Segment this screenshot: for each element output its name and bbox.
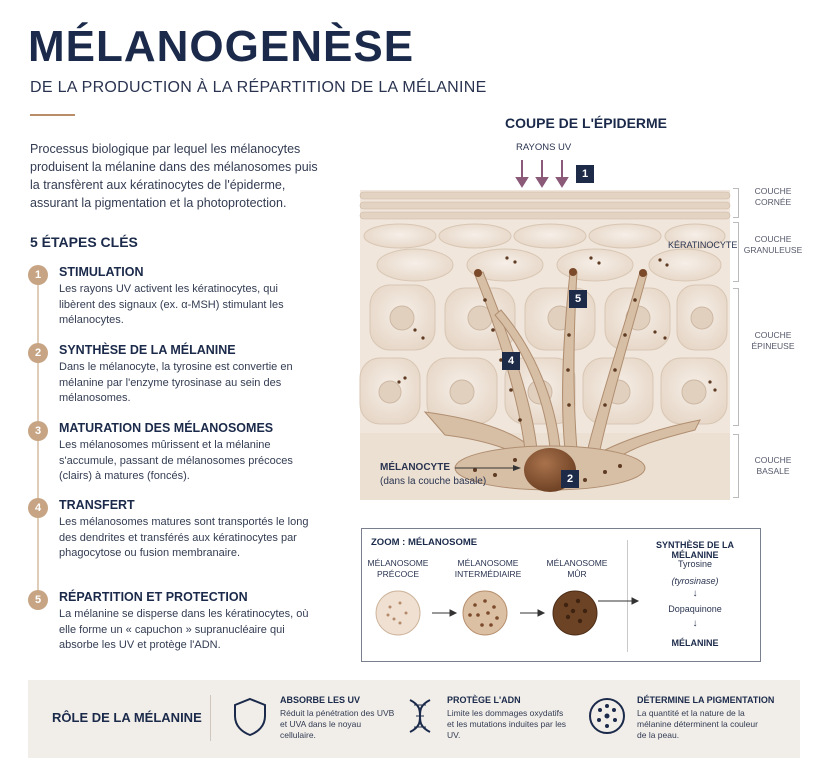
role-title: RÔLE DE LA MÉLANINE — [52, 710, 202, 725]
melanosome-early — [376, 591, 420, 635]
diagram-title: COUPE DE L'ÉPIDERME — [505, 115, 668, 131]
step-4 — [28, 498, 328, 578]
role-item-description: Limite les dommages oxydatifs et les mutations induites par les UV. — [447, 708, 567, 740]
synthesis-arrow-1: ↓ — [692, 588, 698, 599]
step-number: 4 — [28, 498, 48, 518]
shield-icon — [232, 696, 268, 736]
step-2 — [28, 343, 328, 413]
step-title: MATURATION DES MÉLANOSOMES — [59, 421, 274, 435]
melanocyte-label: MÉLANOCYTE — [380, 462, 450, 473]
melanosome-stages-illustration — [370, 585, 640, 645]
stage-label-mature: MÉLANOSOME MÛR — [546, 558, 608, 579]
uv-arrows — [517, 160, 567, 186]
step-5 — [28, 590, 328, 660]
stage-label-intermediate: MÉLANOSOME INTERMÉDIAIRE — [454, 558, 522, 579]
step-description: Dans le mélanocyte, la tyrosine est convertie en mélanine par l'enzyme tyrosinase au sein des mélanosomes. — [59, 361, 293, 404]
dna-icon — [404, 696, 436, 736]
title-divider — [30, 114, 75, 116]
keratinocyte-label: KÉRATINOCYTE — [668, 240, 738, 250]
step-number: 3 — [28, 421, 48, 441]
uv-label: RAYONS UV — [516, 142, 572, 153]
step-badge-5: 5 — [569, 290, 587, 308]
step-description: Les rayons UV activent les kératinocytes, qui libèrent des signaux (ex. α-MSH) stimulant les mélanocytes. — [59, 283, 284, 326]
step-badge-2: 2 — [561, 470, 579, 488]
synthesis-title: SYNTHÈSE DE LA MÉLANINE — [655, 540, 734, 560]
layer-label-granuleuse: COUCHE GRANULEUSE — [743, 234, 803, 255]
stage-label-early: MÉLANOSOME PRÉCOCE — [367, 558, 429, 579]
step-number: 5 — [28, 590, 48, 610]
synthesis-tyrosine: Tyrosine — [677, 559, 712, 569]
step-title: TRANSFERT — [59, 498, 135, 512]
step-description: La mélanine se disperse dans les kératinocytes, où elle forme un « capuchon » supranucléaire qui absorbe les UV et protège l'ADN. — [59, 608, 309, 651]
synthesis-arrow-2: ↓ — [692, 618, 698, 629]
step-number: 1 — [28, 265, 48, 285]
role-item-title: DÉTERMINE LA PIGMENTATION — [637, 695, 775, 705]
role-item-description: La quantité et la nature de la mélanine déterminent la couleur de la peau. — [637, 708, 758, 740]
synthesis-melanine: MÉLANINE — [671, 638, 719, 648]
step-description: Les mélanosomes mûrissent et la mélanine s'accumule, passant de mélanosomes précoces (clairs) à matures (foncés). — [59, 439, 293, 482]
role-item-title: PROTÈGE L'ADN — [447, 695, 521, 705]
stratum-corneum — [360, 192, 730, 219]
step-3 — [28, 421, 328, 491]
intro-paragraph: Processus biologique par lequel les mélanocytes produisent la mélanine dans des mélanosomes puis la transfèrent aux kératinocytes de l'épiderme, assurant la pigmentation et la photoprotection. — [30, 142, 318, 210]
step-badge-4: 4 — [502, 352, 520, 370]
role-divider — [210, 695, 211, 741]
zoom-title: ZOOM : MÉLANOSOME — [371, 537, 478, 548]
steps-heading: 5 ÉTAPES CLÉS — [30, 234, 138, 250]
step-description: Les mélanosomes matures sont transportés le long des dendrites et transférés aux kératinocytes par phagocytose ou fusion membranaire. — [59, 516, 309, 559]
step-title: STIMULATION — [59, 265, 144, 279]
epidermis-illustration — [355, 150, 738, 510]
layer-label-cornee: COUCHE CORNÉE — [754, 186, 792, 207]
synthesis-enzyme: (tyrosinase) — [671, 576, 719, 586]
arrow-intermediate-to-mature — [520, 610, 544, 616]
bracket-epineuse — [733, 288, 739, 426]
layer-label-basale: COUCHE BASALE — [754, 455, 792, 476]
step-1 — [28, 265, 328, 335]
arrow-mature-to-synthesis — [598, 598, 638, 604]
step-title: SYNTHÈSE DE LA MÉLANINE — [59, 343, 236, 357]
pigment-icon — [587, 696, 627, 736]
melanosome-intermediate — [463, 591, 507, 635]
step-number: 2 — [28, 343, 48, 363]
role-item-title: ABSORBE LES UV — [280, 695, 361, 705]
layer-label-epineuse: COUCHE ÉPINEUSE — [751, 330, 795, 351]
melanosome-mature — [553, 591, 597, 635]
page-subtitle: DE LA PRODUCTION À LA RÉPARTITION DE LA MÉLANINE — [30, 79, 487, 96]
role-item-description: Réduit la pénétration des UVB et UVA dans le noyau cellulaire. — [280, 708, 395, 740]
arrow-early-to-intermediate — [432, 610, 456, 616]
page-title: MÉLANOGENÈSE — [28, 22, 415, 71]
synthesis-dopaquinone: Dopaquinone — [668, 604, 722, 614]
melanocyte-sublabel: (dans la couche basale) — [380, 476, 487, 487]
step-badge-1: 1 — [576, 165, 594, 183]
step-title: RÉPARTITION ET PROTECTION — [59, 590, 248, 604]
